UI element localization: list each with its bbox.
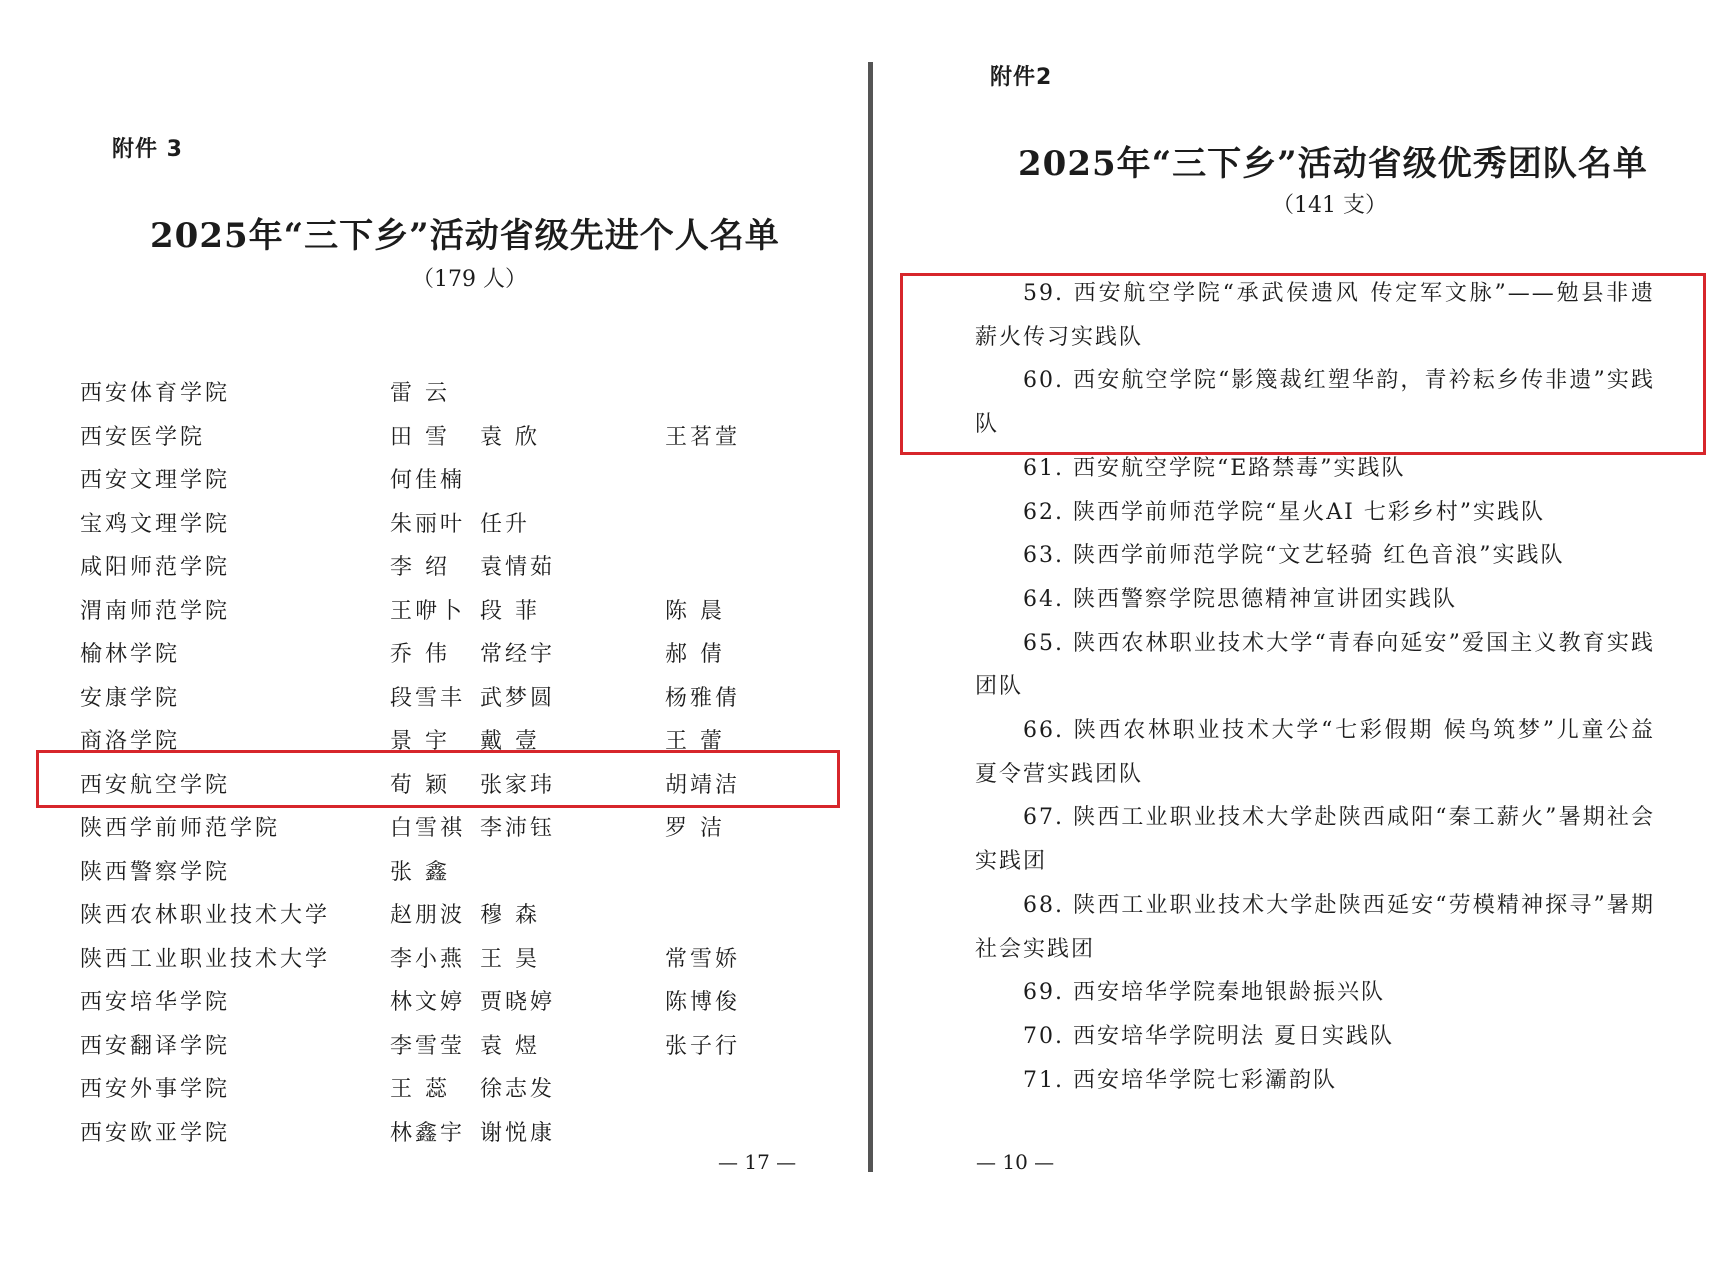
list-item (80, 981, 860, 1025)
school-name: 安康学院 (80, 685, 181, 711)
person-name: 徐志发 (480, 1077, 556, 1102)
school-name: 西安医学院 (80, 424, 206, 450)
person-name: 张家玮 (480, 772, 556, 798)
list-item (80, 372, 860, 416)
list-item: 66. 陕西农林职业技术大学“七彩假期 候鸟筑梦”儿童公益夏令营实践团队 (975, 718, 1655, 787)
person-name: 袁情茹 (480, 555, 556, 580)
person-name: 李小燕 (390, 946, 466, 972)
person-name: 武梦圆 (480, 685, 556, 711)
attachment-label-left: 附件 3 (112, 137, 183, 162)
person-name: 景 宇 (390, 729, 450, 754)
page-number-right: — 10 — (976, 1150, 1055, 1174)
person-name: 王 昊 (480, 946, 540, 972)
list-item (80, 546, 860, 590)
person-name: 朱丽叶 (390, 511, 466, 537)
school-name: 陕西工业职业技术大学 (80, 946, 331, 972)
school-name: 西安航空学院 (80, 772, 231, 798)
list-item (80, 938, 860, 982)
person-name: 袁 欣 (480, 424, 540, 450)
school-name: 渭南师范学院 (80, 598, 231, 624)
school-name: 榆林学院 (80, 642, 181, 667)
highlight-box-right (900, 273, 1706, 455)
person-name: 郝 倩 (665, 642, 725, 667)
person-name: 罗 洁 (665, 816, 725, 841)
person-name: 陈博俊 (665, 990, 741, 1015)
list-item: 67. 陕西工业职业技术大学赴陕西咸阳“秦工薪火”暑期社会实践团 (975, 805, 1655, 875)
list-item: 69. 西安培华学院秦地银龄振兴队 (1023, 980, 1385, 1006)
person-name: 雷 云 (390, 381, 450, 406)
school-name: 西安文理学院 (80, 468, 231, 493)
person-name: 赵朋波 (390, 903, 466, 928)
person-name: 胡靖洁 (665, 772, 741, 798)
school-name: 陕西学前师范学院 (80, 816, 281, 841)
school-name: 西安翻译学院 (80, 1033, 231, 1059)
person-name: 王咿卜 (390, 598, 466, 624)
person-name: 林鑫宇 (390, 1120, 466, 1146)
page-title-left: 2025年“三下乡”活动省级先进个人名单 (150, 216, 780, 256)
attachment-label-right: 附件2 (990, 65, 1053, 90)
list-item (80, 1112, 860, 1156)
school-name: 西安培华学院 (80, 990, 231, 1015)
page-number-left: — 17 — (718, 1150, 797, 1174)
list-item (80, 677, 860, 721)
list-item: 70. 西安培华学院明法 夏日实践队 (1023, 1023, 1394, 1049)
person-name: 袁 煜 (480, 1033, 540, 1059)
person-name: 段雪丰 (390, 685, 466, 711)
count-right: （141 支） (1272, 193, 1387, 218)
person-name: 张 鑫 (390, 859, 450, 885)
school-name: 陕西警察学院 (80, 859, 231, 885)
person-name: 林文婷 (390, 990, 466, 1015)
person-name: 张子行 (665, 1033, 741, 1059)
list-item: 61. 西安航空学院“E路禁毒”实践队 (1023, 455, 1406, 481)
list-item: 62. 陕西学前师范学院“星火AI 七彩乡村”实践队 (1023, 499, 1546, 525)
school-name: 咸阳师范学院 (80, 555, 231, 580)
person-name: 杨雅倩 (665, 685, 741, 711)
list-item-highlighted: 59. 西安航空学院“承武侯遗风 传定军文脉”——勉县非遗薪火传习实践队 (975, 281, 1655, 350)
list-item: 71. 西安培华学院七彩灞韵队 (1023, 1067, 1337, 1093)
list-item-highlighted: 60. 西安航空学院“影篾裁红塑华韵，青衿耘乡传非遗”实践队 (975, 368, 1655, 438)
list-item (80, 503, 860, 547)
person-name: 任升 (480, 511, 531, 537)
person-name: 李雪莹 (390, 1033, 466, 1059)
page-title-right: 2025年“三下乡”活动省级优秀团队名单 (1018, 144, 1648, 184)
list-item: 65. 陕西农林职业技术大学“青春向延安”爱国主义教育实践团队 (975, 630, 1655, 700)
person-name: 陈 晨 (665, 598, 725, 624)
person-name: 荀 颖 (390, 772, 450, 798)
person-name: 常雪娇 (665, 946, 741, 972)
person-name: 王茗萱 (665, 424, 741, 450)
person-name: 田 雪 (390, 424, 450, 450)
list-item (80, 807, 860, 851)
person-name: 李沛钰 (480, 816, 556, 841)
school-name: 西安体育学院 (80, 381, 231, 406)
person-name: 贾晓婷 (480, 990, 556, 1015)
list-item (80, 459, 860, 503)
person-name: 何佳楠 (390, 468, 466, 493)
person-name: 王 蕾 (665, 729, 725, 754)
list-item (80, 851, 860, 895)
school-name: 西安欧亚学院 (80, 1120, 231, 1146)
person-name: 常经宇 (480, 642, 556, 667)
person-name: 谢悦康 (480, 1120, 556, 1146)
person-name: 白雪祺 (390, 816, 466, 841)
list-item (80, 590, 860, 634)
person-name: 李 绍 (390, 555, 450, 580)
list-item (80, 1025, 860, 1069)
list-item (80, 633, 860, 677)
school-name: 商洛学院 (80, 729, 181, 754)
school-name: 西安外事学院 (80, 1077, 231, 1102)
person-name: 穆 森 (480, 903, 540, 928)
person-name: 段 菲 (480, 598, 540, 624)
person-name: 乔 伟 (390, 642, 450, 667)
highlight-box-left (36, 750, 840, 808)
person-name: 王 蕊 (390, 1077, 450, 1102)
list-item (80, 894, 860, 938)
list-item (80, 1068, 860, 1112)
list-item: 63. 陕西学前师范学院“文艺轻骑 红色音浪”实践队 (1023, 543, 1565, 569)
count-left: （179 人） (412, 267, 527, 292)
list-item: 68. 陕西工业职业技术大学赴陕西延安“劳模精神探寻”暑期社会实践团 (975, 892, 1655, 962)
school-name: 宝鸡文理学院 (80, 511, 231, 537)
person-name: 戴 壹 (480, 729, 540, 754)
school-name: 陕西农林职业技术大学 (80, 903, 331, 928)
list-item: 64. 陕西警察学院思德精神宣讲团实践队 (1023, 586, 1457, 612)
page-divider (868, 62, 873, 1172)
list-item (80, 416, 860, 460)
